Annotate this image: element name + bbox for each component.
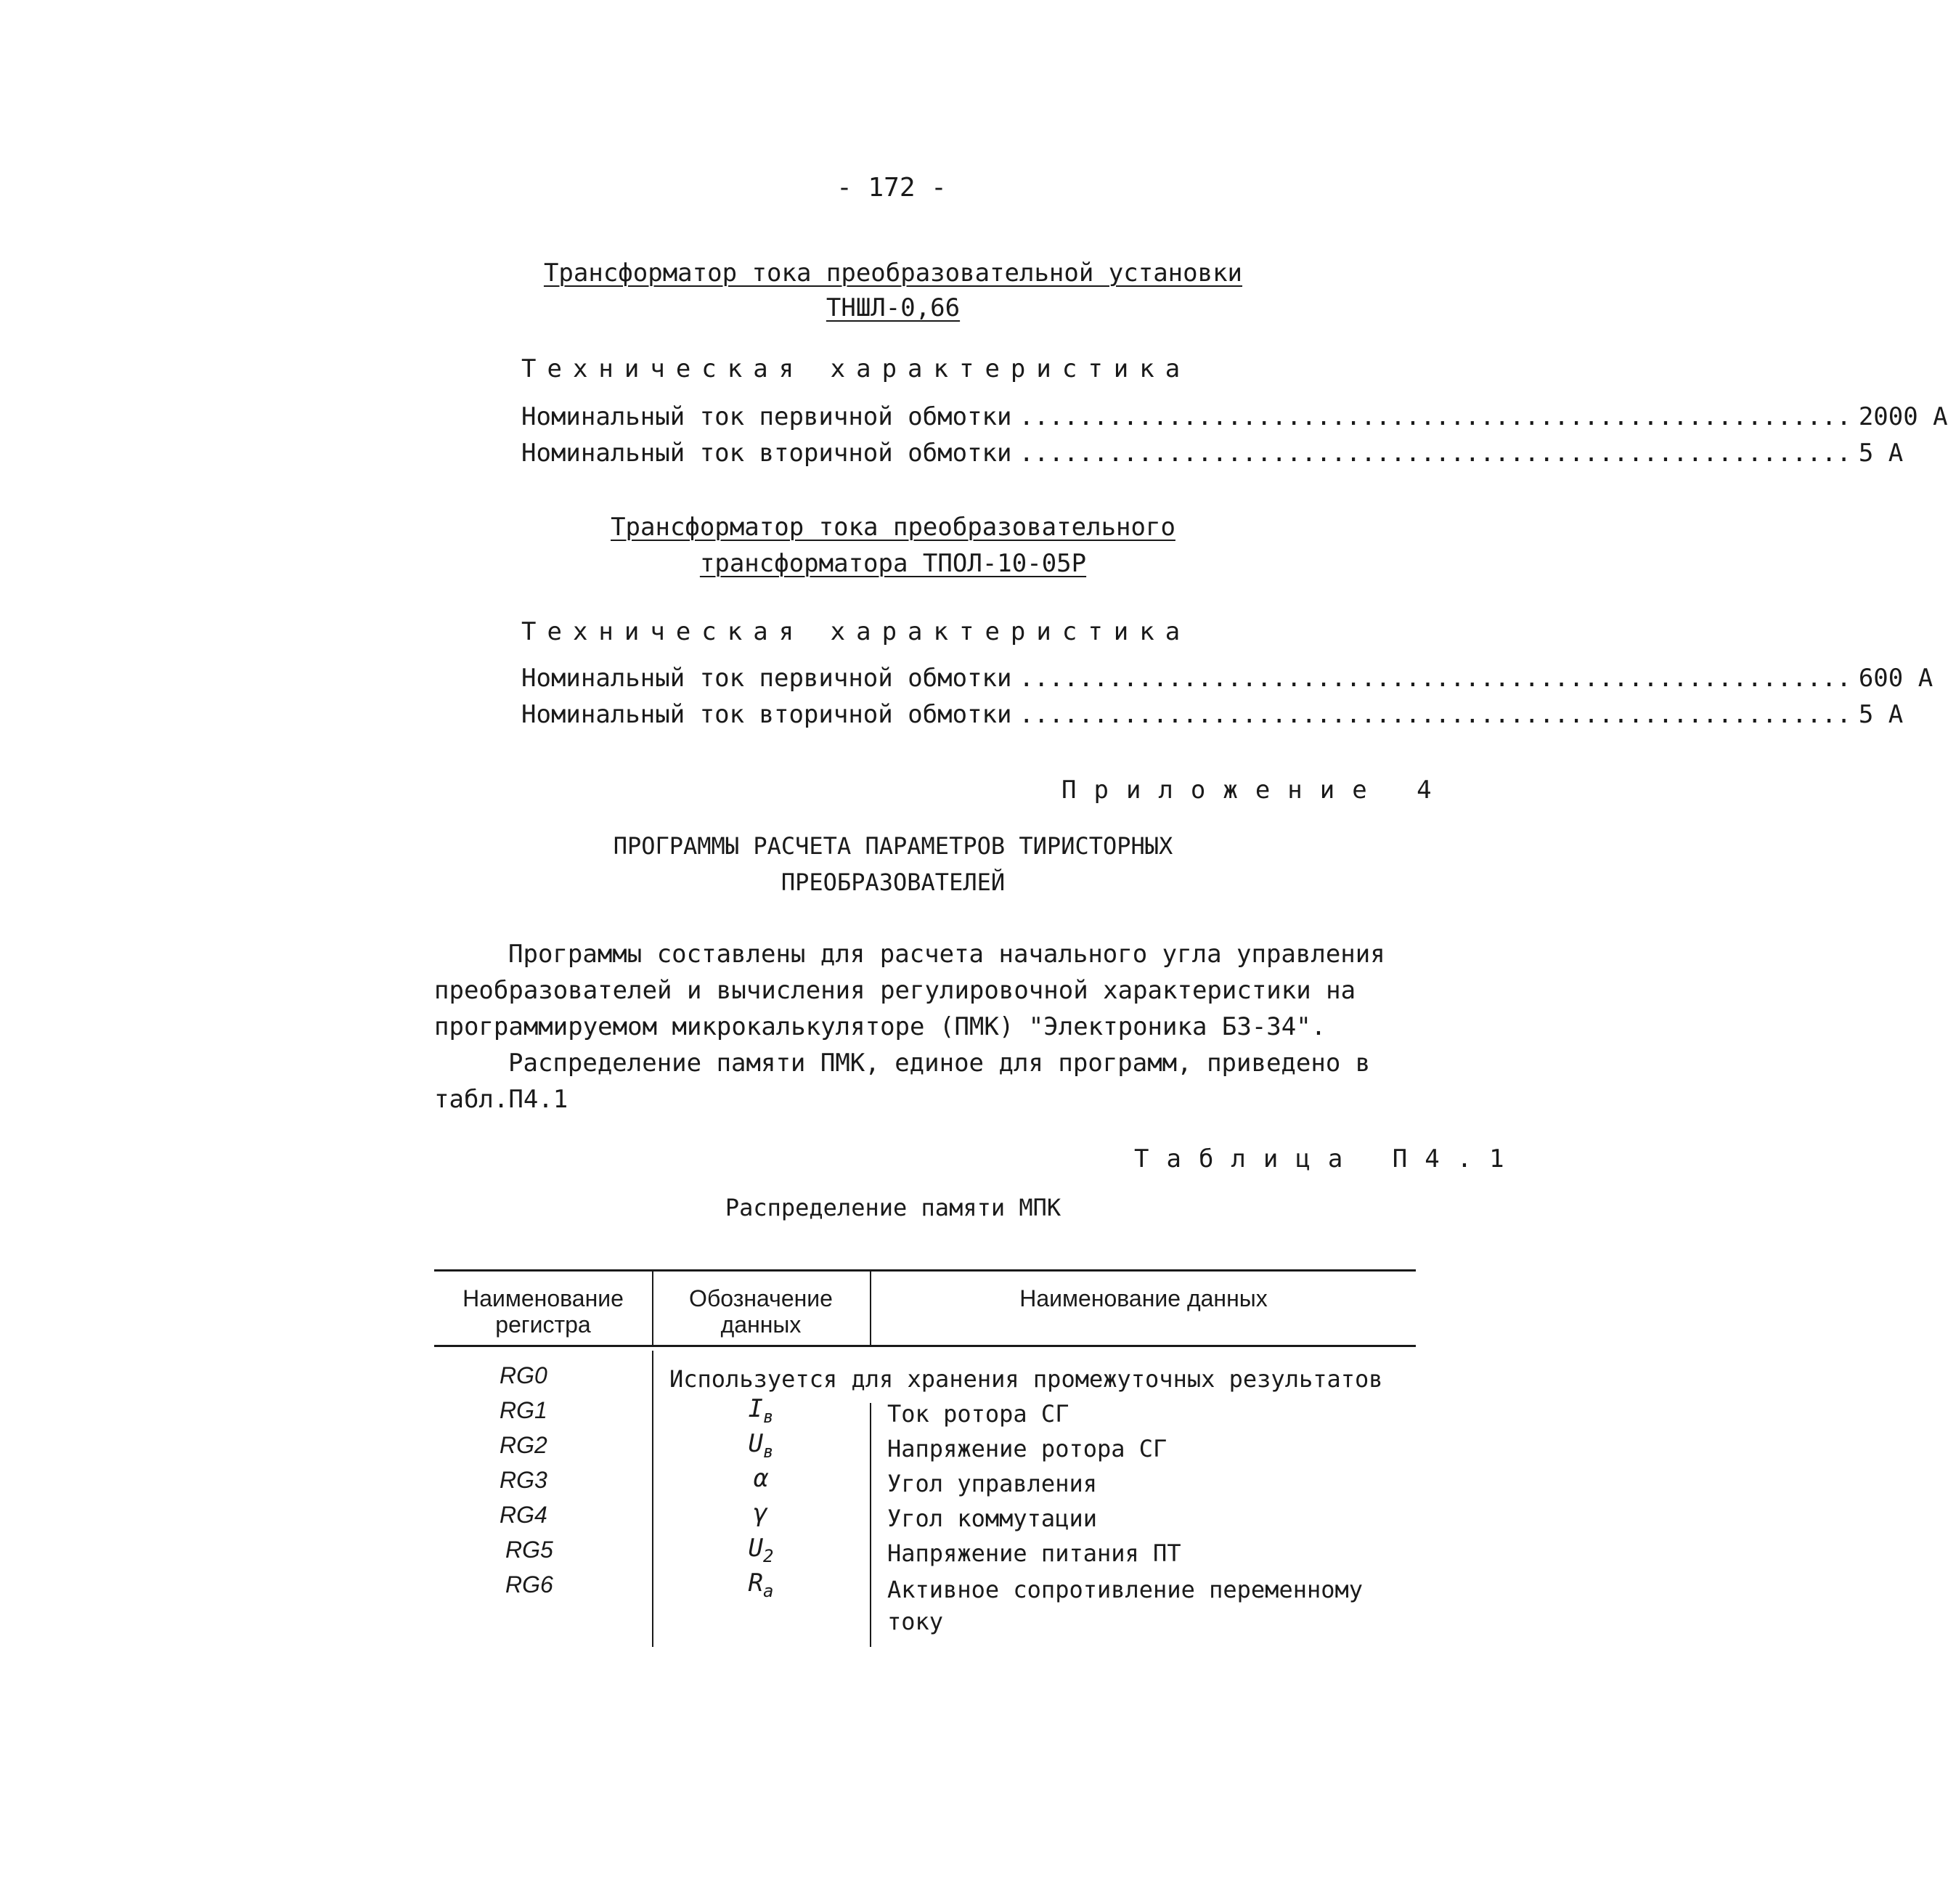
spec-label: Номинальный ток вторичной обмотки (521, 700, 1012, 729)
leader-dots: ........................................................ (1019, 700, 1851, 729)
register-rg2: RG2 (500, 1432, 547, 1458)
header-symbol-line2: данных (720, 1311, 802, 1338)
symbol-rg6 (653, 1569, 868, 1601)
symbol-rg1 (653, 1394, 868, 1427)
header-register-line1: Наименование (462, 1285, 624, 1311)
register-rg4: RG4 (500, 1502, 547, 1528)
leader-dots: ........................................................ (1019, 439, 1851, 468)
section1-spec-heading: Техническая характеристика (521, 354, 1191, 383)
symbol-main: α (753, 1464, 769, 1493)
spec-value: 5 А (1858, 439, 1904, 468)
data-name-rg6-line2: току (887, 1608, 944, 1635)
leader-dots: ........................................................ (1019, 402, 1851, 431)
symbol-subscript: в (763, 1441, 774, 1462)
spec-label: Номинальный ток первичной обмотки (521, 402, 1012, 431)
data-name-rg5: Напряжение питания ПТ (887, 1539, 1181, 1567)
paragraph1-line2: преобразователей и вычисления регулировочной характеристики на (434, 976, 1356, 1005)
register-rg5: RG5 (505, 1537, 553, 1563)
table-top-rule (434, 1269, 1416, 1272)
register-rg0: RG0 (500, 1362, 547, 1388)
section2-spec-row-1 (521, 664, 1933, 693)
header-register-line2: регистра (495, 1311, 591, 1338)
appendix-title-line1: ПРОГРАММЫ РАСЧЕТА ПАРАМЕТРОВ ТИРИСТОРНЫХ (613, 832, 1173, 860)
page-number: - 172 - (836, 173, 947, 203)
symbol-main: U (748, 1534, 764, 1563)
spec-label: Номинальный ток первичной обмотки (521, 664, 1012, 693)
table-header-rule (434, 1345, 1416, 1347)
symbol-subscript: в (763, 1406, 774, 1427)
symbol-main: U (748, 1429, 764, 1458)
symbol-rg4 (653, 1499, 868, 1528)
register-rg3: RG3 (500, 1467, 547, 1493)
table-label: Таблица П4.1 (1134, 1144, 1522, 1173)
symbol-rg3 (653, 1464, 868, 1493)
symbol-main: R (748, 1569, 764, 1598)
spec-value: 600 А (1858, 664, 1933, 693)
register-rg1: RG1 (500, 1397, 547, 1423)
paragraph1-line1: Программы составлены для расчета начального угла управления (508, 940, 1385, 969)
symbol-main: γ (753, 1499, 769, 1528)
section2-spec-heading: Техническая характеристика (521, 617, 1191, 646)
header-data-name: Наименование данных (1019, 1285, 1268, 1311)
table-caption: Распределение памяти МПК (725, 1194, 1061, 1221)
data-name-rg3: Угол управления (887, 1470, 1097, 1497)
spec-value: 5 А (1858, 700, 1904, 729)
leader-dots: ........................................................ (1019, 664, 1851, 693)
appendix-title-line2: ПРЕОБРАЗОВАТЕЛЕЙ (781, 868, 1006, 896)
spec-value: 2000 А (1858, 402, 1948, 431)
merged-description: Используется для хранения промежуточных результатов (669, 1365, 1383, 1393)
section1-title-line1: Трансформатор тока преобразовательной установки (543, 259, 1243, 288)
symbol-rg2 (653, 1429, 868, 1462)
spec-label: Номинальный ток вторичной обмотки (521, 439, 1012, 468)
data-name-rg6-line1: Активное сопротивление переменному (887, 1576, 1364, 1603)
symbol-subscript: а (763, 1580, 774, 1601)
section1-spec-row-2 (521, 439, 1904, 468)
section2-title-line1: Трансформатор тока преобразовательного (611, 513, 1175, 542)
section1-title-line2: ТНШЛ-0,66 (826, 293, 961, 322)
symbol-rg5 (653, 1534, 868, 1566)
header-symbol-line1: Обозначение (689, 1285, 833, 1311)
appendix-label: Приложение 4 (1061, 776, 1449, 805)
body-divider-2 (870, 1403, 871, 1647)
section1-spec-row-1 (521, 402, 1948, 431)
symbol-main: I (748, 1394, 764, 1423)
paragraph1-line3: программируемом микрокалькуляторе (ПМК) "Электроника БЗ-34". (434, 1012, 1326, 1041)
paragraph2-line2: табл.П4.1 (434, 1085, 568, 1114)
data-name-rg2: Напряжение ротора СГ (887, 1435, 1167, 1462)
symbol-subscript: 2 (763, 1545, 774, 1566)
data-name-rg1: Ток ротора СГ (887, 1400, 1069, 1428)
data-name-rg4: Угол коммутации (887, 1505, 1097, 1532)
paragraph2-line1: Распределение памяти ПМК, единое для программ, приведено в (508, 1049, 1371, 1078)
section2-title-line2: трансформатора ТПОЛ-10-05Р (699, 549, 1087, 578)
register-rg6: RG6 (505, 1571, 553, 1598)
section2-spec-row-2 (521, 700, 1904, 729)
